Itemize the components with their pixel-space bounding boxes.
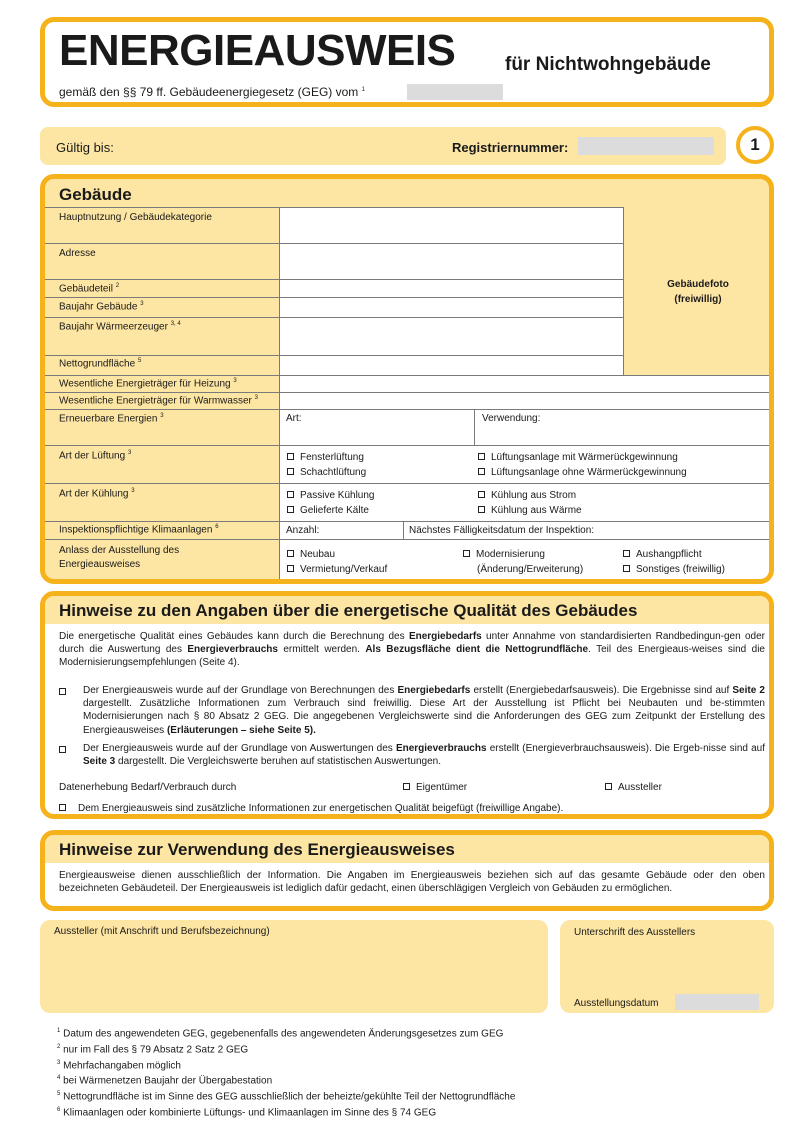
quality-notes-header [45,596,769,624]
usage-notes-title: Hinweise zur Verwendung des Energieausweises [59,840,455,859]
footnotes [57,1025,515,1120]
building-photo-placeholder[interactable] [623,207,771,375]
law-reference [59,85,365,99]
checkbox[interactable] [478,506,485,513]
modernisation-detail: (Änderung/Erweiterung) [477,564,584,575]
issuer-label: Aussteller (mit Anschrift und Berufsbezeichnung) [54,926,270,937]
label-main-use: Hauptnutzung / Gebäudekategorie [59,212,212,223]
document-title: ENERGIEAUSWEIS [59,26,456,75]
valid-until-label: Gültig bis: [56,140,114,155]
option-window-ventilation[interactable]: Fensterlüftung [287,452,364,463]
registration-number-field[interactable] [578,137,714,155]
footnote: $^3$ Mehrfachangaben möglich [57,1059,181,1071]
checkbox[interactable] [287,453,294,460]
checkbox[interactable] [287,491,294,498]
option-other[interactable]: Sonstiges (freiwillig) [623,564,725,575]
issue-date-label: Ausstellungsdatum [574,998,659,1009]
data-collection-label: Datenerhebung Bedarf/Verbrauch durch [59,782,237,793]
option-delivered-cold[interactable]: Gelieferte Kälte [287,505,369,516]
checkbox[interactable] [287,550,294,557]
checkbox[interactable] [623,565,630,572]
usage-notes-text: Energieausweise dienen ausschließlich der Information. Die Angaben im Energieausweis beziehen sich auf das gesamte Gebäude oder den oben bezeichneten Gebäudeteil. Der Energieausweis ist lediglich dafür gedacht, einen überschlägigen Vergleich von Gebäuden zu ermöglichen. [59,870,765,895]
law-footnote-ref: 1 [361,87,365,93]
demand-certificate-text: Der Energieausweis wurde auf der Grundlage von Berechnungen des Energiebedarfs erstellt (Energiebedarfsausweis). Die Ergebnisse sind auf Seite 2 dargestellt. Zusätzliche Informationen zum Verbrauch sind freiwillig. Diese Art der Ausstellung ist Pflicht bei Neubauten und be-stimmten Modernisierungen nach § 80 Absatz 2 GEG. Die angegebenen Vergleichswerte sind die Anforderungen des GEG zum Zeitpunkt der Erstellung des Energieausweises (Erläuterungen – siehe Seite 5). [83,685,765,736]
usage-notes-header [45,835,769,863]
option-shaft-ventilation[interactable]: Schachtlüftung [287,467,366,478]
page-number-badge: 1 [736,126,774,164]
checkbox[interactable] [59,804,66,811]
checkbox[interactable] [623,550,630,557]
label-issue-occasion: Anlass der Ausstellung des Energieausweises [59,545,180,570]
consumption-certificate-checkbox[interactable] [59,746,66,753]
footnote: $^6$ Klimaanlagen oder kombinierte Lüftungs- und Klimaanlagen im Sinne des § 74 GEG [57,1107,437,1119]
label-cooling: Art der Kühlung $^3$ [59,488,135,500]
footnote: $^2$ nur im Fall des § 79 Absatz 2 Satz 2 GEG [57,1043,249,1056]
option-ventilation-with-recovery[interactable]: Lüftungsanlage mit Wärmerückgewinnung [478,452,678,463]
inspection-due-label: Nächstes Fälligkeitsdatum der Inspektion: [409,525,595,536]
option-passive-cooling[interactable]: Passive Kühlung [287,490,375,501]
signature-label: Unterschrift des Ausstellers [574,927,696,938]
footnote: $^5$ Nettogrundfläche ist im Sinne des GEG ausschließlich der beheizte/gekühlte Teil der Nettogrundfläche [57,1091,516,1103]
label-construction-year: Baujahr Gebäude $^3$ [59,301,144,313]
photo-optional-label: (freiwillig) [674,294,722,305]
building-section-title: Gebäude [59,185,132,204]
issue-date-field[interactable] [675,994,759,1010]
option-cooling-electricity[interactable]: Kühlung aus Strom [478,490,576,501]
building-section [40,174,774,584]
footnote: $^1$ Datum des angewendeten GEG, gegebenenfalls des angewendeten Änderungsgesetzes zum GEG [57,1028,504,1040]
aircon-count-label: Anzahl: [286,525,320,536]
consumption-certificate-text: Der Energieausweis wurde auf der Grundlage von Auswertungen des Energieverbrauchs erstellt (Energieverbrauchsausweis). Die Ergeb-nisse sind auf Seite 3 dargestellt. Die Vergleichswerte beruhen auf statistischen Auswertungen. [83,743,765,768]
usage-notes-section [40,830,774,911]
law-text: gemäß den §§ 79 ff. Gebäudeenergiegesetz (GEG) vom [59,85,359,99]
checkbox[interactable] [478,468,485,475]
option-new-building[interactable]: Neubau [287,549,335,560]
quality-notes-title: Hinweise zu den Angaben über die energetische Qualität des Gebäudes [59,601,638,620]
building-data-input-area[interactable] [279,207,623,375]
registration-label: Registriernummer: [452,140,569,155]
checkbox[interactable] [287,565,294,572]
checkbox[interactable] [287,468,294,475]
document-header [40,17,774,107]
option-modernisation[interactable]: Modernisierung [463,549,545,560]
issuer-field[interactable] [40,920,548,1013]
checkbox[interactable] [605,783,612,790]
validity-bar [40,127,726,165]
checkbox[interactable] [287,506,294,513]
renewable-type-label: Art: [286,413,302,424]
footnote: $^4$ bei Wärmenetzen Baujahr der Übergabestation [57,1075,273,1087]
additional-info-option[interactable]: Dem Energieausweis sind zusätzliche Informationen zur energetischen Qualität beigefügt (freiwillige Angabe). [59,803,563,814]
collected-by-issuer[interactable]: Aussteller [605,782,662,793]
option-cooling-heat[interactable]: Kühlung aus Wärme [478,505,582,516]
photo-label: Gebäudefoto [667,279,729,290]
document-subtitle: für Nichtwohngebäude [505,54,711,75]
demand-certificate-checkbox[interactable] [59,688,66,695]
label-heat-generator-year: Baujahr Wärmeerzeuger $^{3, 4}$ [59,321,181,333]
label-renewables: Erneuerbare Energien $^3$ [59,413,164,425]
label-net-floor-area: Nettogrundfläche $^5$ [59,358,142,370]
option-ventilation-without-recovery[interactable]: Lüftungsanlage ohne Wärmerückgewinnung [478,467,687,478]
law-date-field[interactable] [407,84,503,100]
quality-notes-section [40,591,774,819]
quality-intro-text: Die energetische Qualität eines Gebäudes kann durch die Berechnung des Energiebedarfs unter Annahme von standardisierten Randbedingun-gen oder durch die Auswertung des Energieverbrauchs ermittelt werden. Als Bezugsfläche dient die Nettogrundfläche. Teil des Energieaus-weises sind die Modernisierungsempfehlungen (Seite 4). [59,631,765,669]
collected-by-owner[interactable]: Eigentümer [403,782,467,793]
label-energy-heating: Wesentliche Energieträger für Heizung $^3$ [59,378,237,390]
option-notice-obligation[interactable]: Aushangpflicht [623,549,702,560]
label-ventilation: Art der Lüftung $^3$ [59,450,132,462]
checkbox[interactable] [478,453,485,460]
checkbox[interactable] [463,550,470,557]
signature-box[interactable] [560,920,774,1013]
label-energy-hot-water: Wesentliche Energieträger für Warmwasser $^3$ [59,395,258,407]
renewable-usage-label: Verwendung: [482,413,541,424]
label-aircon-inspection: Inspektionspflichtige Klimaanlagen $^6$ [59,524,219,536]
label-building-part: Gebäudeteil $^2$ [59,283,120,295]
checkbox[interactable] [478,491,485,498]
option-rent-sale[interactable]: Vermietung/Verkauf [287,564,387,575]
label-address: Adresse [59,248,96,259]
checkbox[interactable] [403,783,410,790]
